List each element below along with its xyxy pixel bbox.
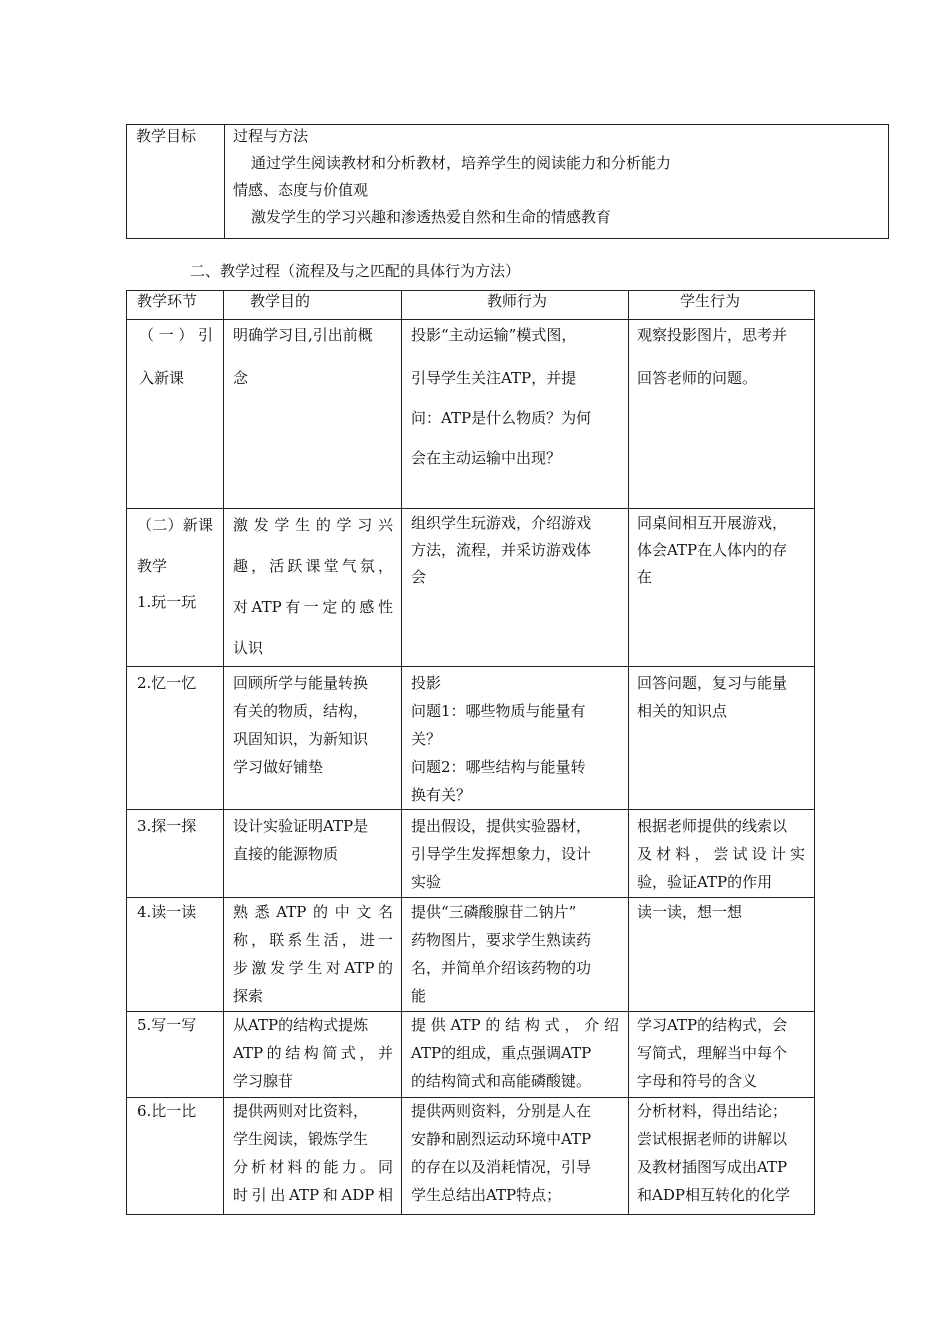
row7-teacher-line2: 安静和剧烈运动环境中ATP — [411, 1130, 592, 1148]
row-divider-header — [127, 319, 814, 320]
row-divider-2 — [127, 666, 814, 667]
row1-student-line1: 观察投影图片，思考并 — [637, 326, 788, 344]
row4-stage: 3.探一探 — [137, 817, 197, 835]
row2-purpose-line3: 对ATP有一定的感性 — [233, 598, 393, 616]
row5-teacher-line4: 能 — [411, 987, 427, 1005]
row2-purpose-line1: 激发学生的学习兴 — [233, 516, 393, 534]
row6-stage: 5.写一写 — [137, 1016, 197, 1034]
row2-purpose-line4: 认识 — [233, 639, 264, 657]
row7-stage: 6.比一比 — [137, 1102, 197, 1120]
goals-table — [126, 124, 889, 239]
row1-stage-line1: （一）引 — [139, 326, 213, 344]
row6-student-line1: 学习ATP的结构式，会 — [637, 1016, 788, 1034]
goals-line-3: 情感、态度与价值观 — [233, 181, 369, 199]
row1-teacher-line2: 引导学生关注ATP，并提 — [411, 369, 577, 387]
row3-student-line2: 相关的知识点 — [637, 702, 728, 720]
row6-purpose-line3: 学习腺苷 — [233, 1072, 294, 1090]
row7-teacher-line1: 提供两则资料，分别是人在 — [411, 1102, 592, 1120]
header-student: 学生行为 — [680, 292, 741, 310]
row5-purpose-line2: 称，联系生活，进一 — [233, 931, 393, 949]
row7-student-line1: 分析材料，得出结论； — [637, 1102, 788, 1120]
row7-student-line2: 尝试根据老师的讲解以 — [637, 1130, 788, 1148]
header-purpose: 教学目的 — [250, 292, 311, 310]
row5-teacher-line2: 药物图片，要求学生熟读药 — [411, 931, 592, 949]
goals-line-2: 通过学生阅读教材和分析教材，培养学生的阅读能力和分析能力 — [251, 154, 672, 172]
header-stage: 教学环节 — [137, 292, 198, 310]
row7-teacher-line4: 学生总结出ATP特点； — [411, 1186, 562, 1204]
row3-teacher-line2: 问题1：哪些物质与能量有 — [411, 702, 586, 720]
row2-teacher-line3: 会 — [411, 568, 427, 586]
row7-purpose-line4: 时引出ATP和ADP相 — [233, 1186, 393, 1204]
row1-stage-line2: 入新课 — [139, 369, 185, 387]
row1-teacher-line1: 投影“主动运输”模式图， — [411, 326, 577, 344]
row5-teacher-line3: 名，并简单介绍该药物的功 — [411, 959, 592, 977]
row3-teacher-line4: 问题2：哪些结构与能量转 — [411, 758, 586, 776]
row5-purpose-line1: 熟悉ATP的中文名 — [233, 903, 393, 921]
row4-teacher-line3: 实验 — [411, 873, 442, 891]
row5-student-line1: 读一读，想一想 — [637, 903, 743, 921]
goals-label: 教学目标 — [136, 127, 197, 145]
row2-stage-line2: 教学 — [137, 557, 168, 575]
row4-purpose-line1: 设计实验证明ATP是 — [233, 817, 369, 835]
row5-stage: 4.读一读 — [137, 903, 197, 921]
goals-line-1: 过程与方法 — [233, 127, 309, 145]
row3-teacher-line3: 关？ — [411, 730, 442, 748]
row1-student-line2: 回答老师的问题。 — [637, 369, 758, 387]
row4-purpose-line2: 直接的能源物质 — [233, 845, 339, 863]
row-divider-6 — [127, 1097, 814, 1098]
row-divider-5 — [127, 1011, 814, 1012]
process-table — [126, 290, 815, 1215]
row6-student-line3: 字母和符号的含义 — [637, 1072, 758, 1090]
row3-teacher-line1: 投影 — [411, 674, 442, 692]
goals-line-4: 激发学生的学习兴趣和渗透热爱自然和生命的情感教育 — [251, 208, 612, 226]
row2-teacher-line2: 方法，流程，并采访游戏体 — [411, 541, 592, 559]
row4-student-line1: 根据老师提供的线索以 — [637, 817, 788, 835]
row-divider-1 — [127, 508, 814, 509]
row4-student-line2: 及材料，尝试设计实 — [637, 845, 805, 863]
row6-teacher-line2: ATP的组成，重点强调ATP — [411, 1044, 592, 1062]
row2-teacher-line1: 组织学生玩游戏，介绍游戏 — [411, 514, 592, 532]
row3-purpose-line4: 学习做好铺垫 — [233, 758, 324, 776]
row4-teacher-line2: 引导学生发挥想象力，设计 — [411, 845, 592, 863]
col-divider-3 — [628, 291, 629, 1214]
row1-purpose-line2: 念 — [233, 369, 249, 387]
row3-stage: 2.忆一忆 — [137, 674, 197, 692]
row2-stage-line3: 1.玩一玩 — [137, 593, 197, 611]
row7-purpose-line3: 分析材料的能力。同 — [233, 1158, 393, 1176]
section-title: 二、教学过程（流程及与之匹配的具体行为方法） — [190, 262, 521, 280]
row3-teacher-line5: 换有关？ — [411, 786, 472, 804]
col-divider-2 — [401, 291, 402, 1214]
row1-teacher-line3: 问：ATP是什么物质？为何 — [411, 409, 592, 427]
row1-teacher-line4: 会在主动运输中出现？ — [411, 449, 562, 467]
row7-student-line3: 及教材插图写成出ATP — [637, 1158, 788, 1176]
row-divider-3 — [127, 809, 814, 810]
row6-teacher-line1: 提供ATP的结构式，介绍 — [411, 1016, 619, 1034]
row6-teacher-line3: 的结构简式和高能磷酸键。 — [411, 1072, 592, 1090]
row2-student-line2: 体会ATP在人体内的存 — [637, 541, 788, 559]
goals-table-divider — [224, 125, 225, 238]
row-divider-4 — [127, 897, 814, 898]
header-teacher: 教师行为 — [487, 292, 548, 310]
row3-purpose-line3: 巩固知识，为新知识 — [233, 730, 369, 748]
row5-purpose-line3: 步激发学生对ATP的 — [233, 959, 393, 977]
row7-purpose-line2: 学生阅读，锻炼学生 — [233, 1130, 369, 1148]
row3-student-line1: 回答问题，复习与能量 — [637, 674, 788, 692]
row6-purpose-line2: ATP的结构简式，并 — [233, 1044, 393, 1062]
row7-purpose-line1: 提供两则对比资料， — [233, 1102, 369, 1120]
row7-teacher-line3: 的存在以及消耗情况，引导 — [411, 1158, 592, 1176]
row2-student-line3: 在 — [637, 568, 653, 586]
row3-purpose-line1: 回顾所学与能量转换 — [233, 674, 369, 692]
row4-teacher-line1: 提出假设，提供实验器材， — [411, 817, 592, 835]
row6-purpose-line1: 从ATP的结构式提炼 — [233, 1016, 369, 1034]
col-divider-1 — [223, 291, 224, 1214]
row1-purpose-line1: 明确学习目,引出前概 — [233, 326, 373, 344]
row2-student-line1: 同桌间相互开展游戏， — [637, 514, 788, 532]
row3-purpose-line2: 有关的物质，结构， — [233, 702, 369, 720]
row6-student-line2: 写简式，理解当中每个 — [637, 1044, 788, 1062]
row7-student-line4: 和ADP相互转化的化学 — [637, 1186, 790, 1204]
row4-student-line3: 验，验证ATP的作用 — [637, 873, 773, 891]
row2-stage-line1: （二）新课 — [137, 516, 213, 534]
row5-purpose-line4: 探索 — [233, 987, 264, 1005]
row2-purpose-line2: 趣，活跃课堂气氛， — [233, 557, 393, 575]
row5-teacher-line1: 提供“三磷酸腺苷二钠片” — [411, 903, 577, 921]
